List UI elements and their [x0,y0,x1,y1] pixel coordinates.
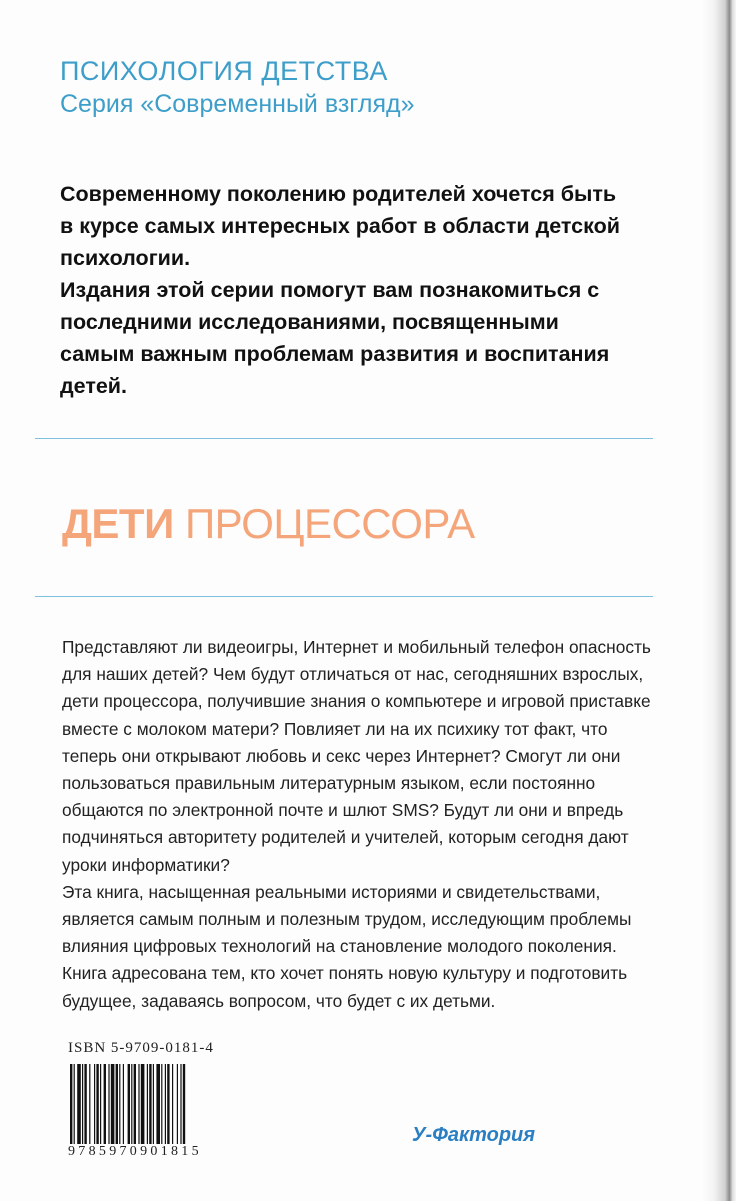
divider-bottom [35,596,653,597]
cover-edge [700,0,736,1201]
description-paragraph: Эта книга, насыщенная реальными историями и свидетельствами, является самым полным и полезным трудом, исследующим проблемы влияния цифровых технологий на становление молодого поколения. Книга адресована тем, кто хочет понять новую культуру и подготовить будущее, задаваясь вопросом, что будет с их детьми. [62,881,632,1011]
book-title-bold: ДЕТИ [62,500,174,547]
series-title: ПСИХОЛОГИЯ ДЕТСТВА [60,56,388,86]
barcode-icon [68,1064,228,1144]
series-subtitle: Серия «Современный взгляд» [60,90,415,118]
book-description [62,634,662,1015]
isbn-label: ISBN 5-9709-0181-4 [68,1040,214,1056]
publisher-logo: У-Фактория [412,1124,536,1146]
intro-paragraph: Современному поколению родителей хочется быть в курсе самых интересных работ в области детской психологии. [60,182,620,270]
book-title [62,500,475,548]
series-intro [60,178,620,402]
barcode-digits: 9785970901815 [68,1144,202,1159]
book-title-rest: ПРОЦЕССОРА [173,500,475,547]
divider-top [35,438,653,439]
description-paragraph: Представляют ли видеоигры, Интернет и мобильный телефон опасность для наших детей? Чем будут отличаться от нас, сегодняшних взрослых, дети процессора, получившие знания о компьютере и игровой приставке вместе с молоком матери? Повлияет ли на их психику тот факт, что теперь они открывают любовь и секс через Интернет? Смогут ли они пользоваться правильным литературным языком, если постоянно общаются по электронной почте и шлют SMS? Будут ли они и впредь подчиняться авторитету родителей и учителей, которым сегодня дают уроки информатики? [62,637,651,875]
barcode-block [68,1040,248,1160]
intro-paragraph: Издания этой серии помогут вам познакомиться с последними исследованиями, посвященными самым важным проблемам развития и воспитания детей. [60,278,610,398]
